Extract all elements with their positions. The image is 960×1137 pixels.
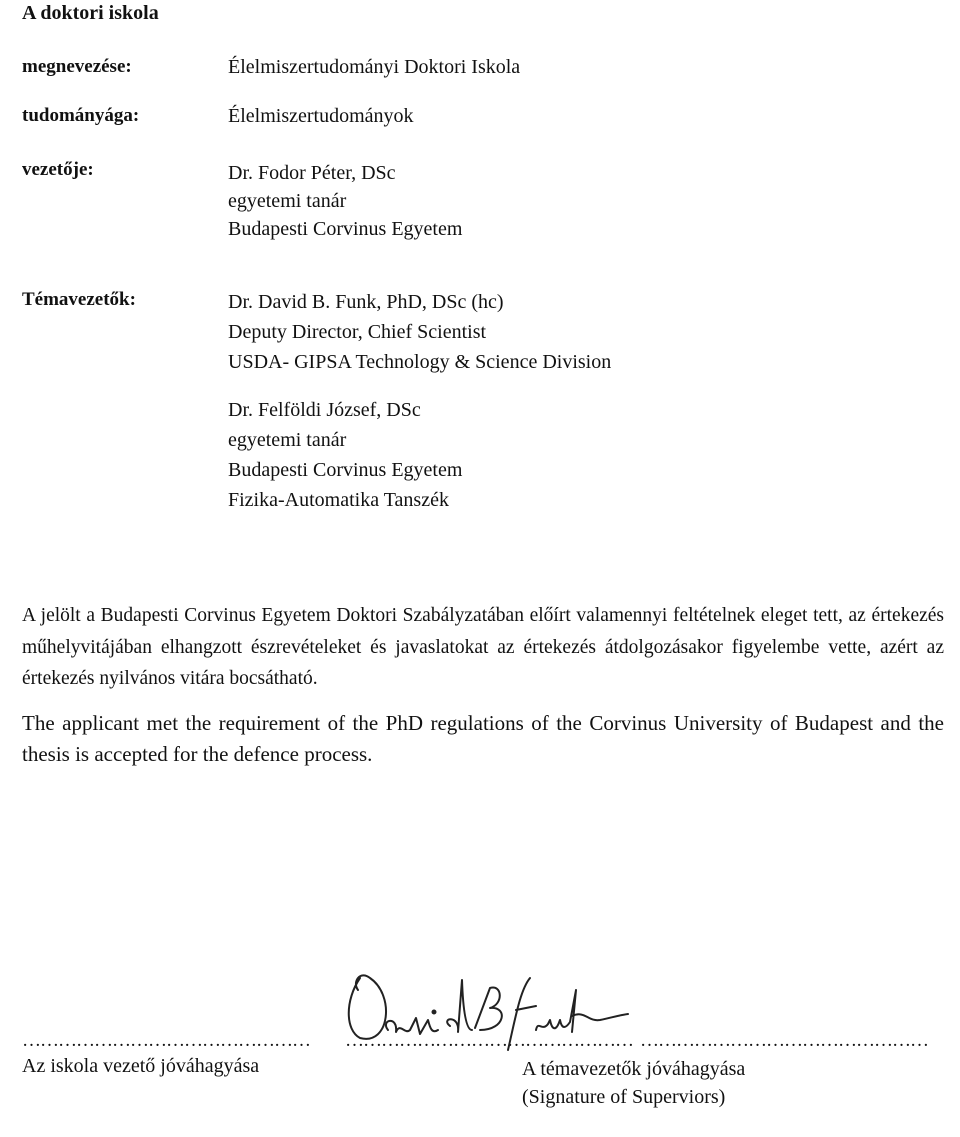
head-block [228, 159, 462, 243]
school-name-label: megnevezése: [22, 56, 132, 77]
supervisor-2-department: Fizika-Automatika Tanszék [228, 489, 449, 511]
school-name-value: Élelmiszertudományi Doktori Iskola [228, 56, 521, 78]
head-label: vezetője: [22, 159, 94, 180]
document-title: A doktori iskola [22, 2, 159, 24]
head-institution: Budapesti Corvinus Egyetem [228, 218, 463, 240]
supervisors-label: Témavezetők: [22, 289, 136, 310]
supervisor-2-institution: Budapesti Corvinus Egyetem [228, 459, 463, 481]
supervisor-1-block [228, 287, 611, 377]
left-signature-line: ………………………………………… [22, 1030, 310, 1051]
supervisor-2-title: egyetemi tanár [228, 429, 347, 451]
discipline-label: tudományága: [22, 105, 140, 126]
supervisor-2-block [228, 395, 462, 515]
supervisor-1-name: Dr. David B. Funk, PhD, DSc (hc) [228, 291, 504, 313]
head-name: Dr. Fodor Péter, DSc [228, 162, 396, 184]
right-signature-caption-en: (Signature of Superviors) [522, 1086, 726, 1108]
head-title: egyetemi tanár [228, 190, 347, 212]
right-signature-caption: A témavezetők jóváhagyása [522, 1058, 746, 1080]
statement-english: The applicant met the requirement of the PhD regulations of the Corvinus University of Budapest and the thesis is accepted for the defence process. [22, 711, 944, 766]
signature-underline: ………………………………………… [345, 1030, 633, 1051]
discipline-value: Élelmiszertudományok [228, 105, 414, 127]
handwritten-signature [340, 960, 630, 1070]
supervisor-1-position: Deputy Director, Chief Scientist [228, 321, 487, 343]
supervisor-2-name: Dr. Felföldi József, DSc [228, 399, 421, 421]
right-signature-line: ………………………………………… [640, 1030, 928, 1051]
supervisor-1-institution: USDA- GIPSA Technology & Science Division [228, 351, 612, 373]
left-signature-caption: Az iskola vezető jóváhagyása [22, 1055, 260, 1077]
statement-hungarian: A jelölt a Budapesti Corvinus Egyetem Doktori Szabályzatában előírt valamennyi feltételnek eleget tett, az értekezés műhelyvitájában elhangzott észrevételeket és javaslatokat az értekezés átdolgozásakor figyelembe vette, azért az értekezés nyilvános vitára bocsátható. [22, 605, 944, 689]
signature-drawing [340, 960, 630, 1070]
